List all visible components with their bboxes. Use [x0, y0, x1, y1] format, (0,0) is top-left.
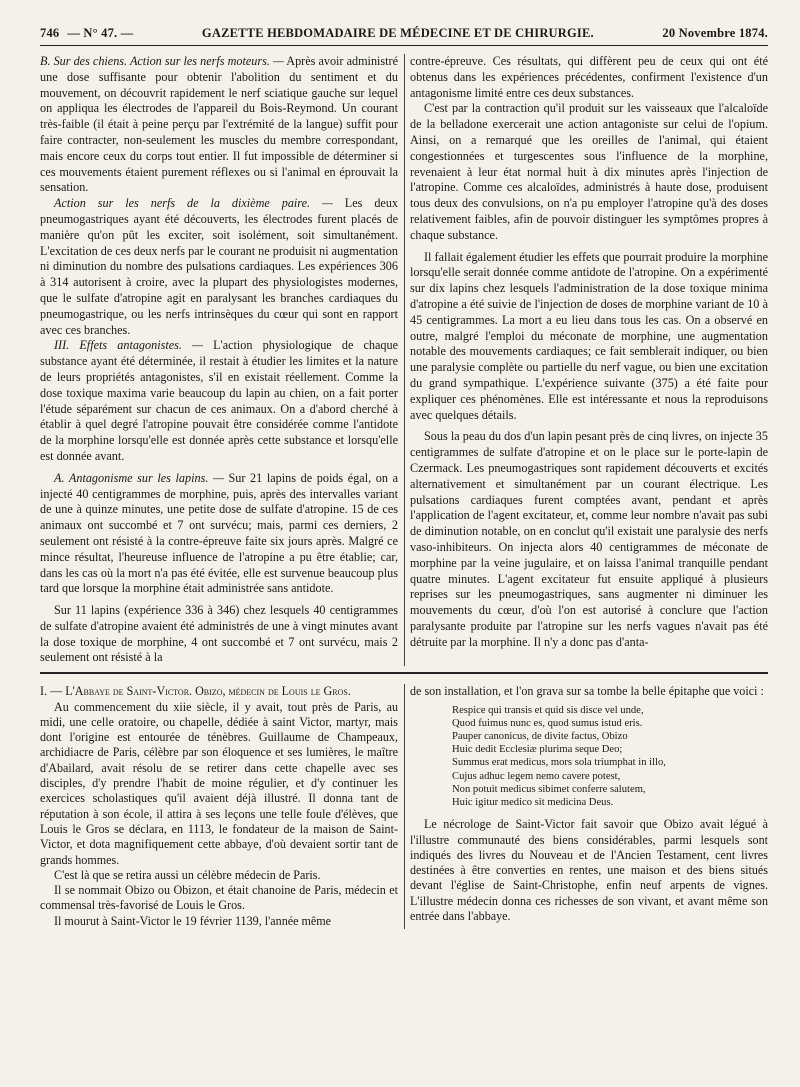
upper-left-column — [40, 54, 398, 666]
paragraph: Il fallait également étudier les effets que pourrait produire la morphine lorsqu'elle serait donnée comme antidote de l'atropine. On a expérimenté sur dix lapins chez lesquels l'administration de la dose toxique minima d'atropine a été suivie de l'injection de doses de morphine variant de 10 à 45 centigrammes. La mort a eu lieu dans tous les cas. On a observé en outre, malgré l'emploi du méconate de morphine, une augmentation notable des mouvements cardiaques; ce fait semblerait indiquer, ou bien une paralysie complète ou partielle du nerf vague, ou bien une excitation du grand sympathique. L'expérience suivante (375) a été faite pour expliquer ces phénomènes. Elle est intéressante et nous la reproduisons avec quelques détails. — [410, 249, 768, 422]
feuilleton-heading: I. — L'Abbaye de Saint-Victor. Obizo, médecin de Louis le Gros. — [40, 684, 351, 699]
page-number: 746 — [40, 26, 60, 40]
paragraph: contre-épreuve. Ces résultats, qui diffèrent peu de ceux qui ont été obtenus dans les expériences précédentes, confirment l'existence d'un antagonisme limité entre ces deux substances. — [410, 54, 768, 100]
paragraph: Le nécrologe de Saint-Victor fait savoir que Obizo avait légué à l'illustre communauté des biens considérables, parmi lesquels sont indiqués des livres du Nouveau et de l'Ancien Testament, cent livres destinées à être converties en rentes, une maison et des biens situés devant l'église de Saint-Christophe, enfin neuf arpents de vignes. L'illustre médecin donna ces richesses de son vivant, et avant même son entrée dans l'abbaye. — [410, 817, 768, 923]
epitaph-line: Pauper canonicus, de divite factus, Obizo — [452, 730, 628, 742]
epitaph-line: Huic igitur medico sit medicina Deus. — [452, 797, 614, 808]
paragraph: Sous la peau du dos d'un lapin pesant près de cinq livres, on injecte 35 centigrammes de sulfate d'atropine et on le place sur le porte-lapin de Czermack. Les pneumogastriques sont rapidement découverts et excités alternativement et simultanément par un courant électrique. Les pulsations cardiaques furent comptées avant, pendant et après l'application de l'agent excitateur, et, comme leur nombre n'avait pas subi de diminution notable, on en conclut qu'il existait une paralysie des nerfs vaso-inhibiteurs. On injecta alors 40 centigrammes de méconate de morphine par la veine jugulaire, et on laissa l'animal tranquille pendant quatre minutes. L'agent excitateur fut ensuite appliqué à plusieurs reprises sur les pneumogastriques, sans augmenter ni diminuer les mouvements du cœur, d'où l'on est autorisé à conclure que l'action paralysante produite par l'atropine sur les nerfs vagues n'avait pas été détruite par la morphine. Il n'y a donc pas d'anta- — [410, 429, 768, 649]
newspaper-page — [40, 26, 768, 929]
paragraph: de son installation, et l'on grava sur sa tombe la belle épitaphe que voici : — [410, 684, 764, 699]
lower-left-column — [40, 684, 398, 929]
paragraph: Action sur les nerfs de la dixième paire. — Les deux pneumogastriques ayant été découverts, les électrodes furent placés de manière qu'on pût les exciter, soit isolément, soit simultanément. L'excitation de ces deux nerfs par le courant ne produisit ni augmentation ni diminution du nombre des pulsations cardiaques. Les expériences 306 à 314 autorisent à croire, avec la plupart des physiologistes modernes, que le sulfate d'atropine agit en paralysant les branches cardiaques du pneumogastrique, ou les nerfs intrinsèques du cœur qui sont en rapport avec ces branches. — [40, 196, 399, 337]
paragraph: B. Sur des chiens. Action sur les nerfs moteurs. — Après avoir administré une dose suffisante pour obtenir l'abolition du sentiment et du mouvement, on découvrit rapidement le nerf sciatique gauche sur lequel on appliqua les électrodes de l'appareil du Bois-Reymond. Un courant très-faible (il était à peine perçu par l'extrémité de la langue) suffit pour faire contracter, non-seulement les muscles du membre correspondant, mais encore ceux du corps tout entier. Il fut impossible de déterminer si ces mouvements étaient purement réflexes ou si l'animal en éprouvait la sensation. — [40, 54, 399, 195]
section-divider — [40, 672, 768, 674]
epitaph-line: Huic dedit Ecclesiæ plurima seque Deo; — [452, 744, 623, 756]
issue-date: 20 Novembre 1874. — [662, 26, 768, 40]
issue-number: — N° 47. — — [67, 26, 134, 40]
epitaph-line: Non potuit medicus sibimet conferre salutem, — [452, 783, 646, 795]
paragraph: Il mourut à Saint-Victor le 19 février 1139, l'année même — [54, 913, 332, 928]
feuilleton — [40, 684, 768, 929]
epitaph-line: Cujus adhuc legem nemo cavere potest, — [452, 770, 621, 782]
upper-right-column — [410, 54, 768, 666]
paragraph: C'est là que se retira aussi un célèbre médecin de Paris. — [54, 867, 321, 882]
paragraph: A. Antagonisme sur les lapins. — Sur 21 lapins de poids égal, on a injecté 40 centigrammes de morphine, puis, après des intervalles variant de une à quinze minutes, une petite dose de sulfate d'atropine. 15 de ces animaux ont succombé et 7 ont survécu; mais, parmi ces derniers, 2 seulement ont résisté à la contre-épreuve faite six jours après. Malgré ce mince résultat, l'heureuse influence de l'atropine a pu être établie; car, dans les cas où la mort n'a pas été évitée, elle est survenue beaucoup plus tard que lorsque la morphine était administrée sans antidote. — [40, 470, 398, 596]
epitaph-line: Quod fuimus nunc es, quod sumus istud eris. — [452, 717, 643, 729]
lower-right-column — [410, 684, 768, 929]
journal-title: GAZETTE HEBDOMADAIRE DE MÉDECINE ET DE CHIRURGIE. — [201, 26, 594, 40]
epitaph-line: Summus erat medicus, mors sola triumphat in illo, — [452, 757, 666, 769]
page-header — [40, 26, 768, 46]
paragraph: Au commencement du xiie siècle, il y avait, tout près de Paris, au midi, une celle oratoire, ou chapelle, dédiée à saint Victor, martyr, mais dont l'origine est entourée de ténèbres. Guillaume de Champeaux, archidiacre de Paris, célèbre par son éloquence et ses lumières, le maître d'Abailard, avait résolu de se retirer dans cette chapelle avec ses disciples, d'y prendre l'habit de moine régulier, et d'y continuer les exercices scholastiques qu'il avaient déjà illustré. Il donna tant de réputation à son école, il attira à ses leçons une telle foule d'élèves, que Louis le Gros se déclara, en 1113, le fondateur de la maison de Saint-Victor, et dota magnifiquement cette abbaye, d'où devaient sortir tant de grands hommes. — [40, 699, 398, 867]
upper-article — [40, 54, 768, 666]
paragraph: C'est par la contraction qu'il produit sur les vaisseaux que l'alcaloïde de la belladone exercerait une action antagoniste sur celui de l'opium. Ainsi, on a remarqué que les oreilles de l'animal, qui étaient congestionnées et turgescentes sous l'influence de la morphine, revenaient à leur état normal huit à dix minutes après l'injection de l'atropine. Comme ces alcaloïdes, administrés à haute dose, produisent tous deux des convulsions, on n'a pu employer l'atropine qu'à des doses relativement faibles, afin de pouvoir distinguer les symptômes propres à chaque substance. — [410, 101, 768, 242]
paragraph: Sur 11 lapins (expérience 336 à 346) chez lesquels 40 centigrammes de sulfate d'atropine avaient été administrés de une à vingt minutes avant la dose toxique de morphine, 4 ont succombé et 7 ont survécu, mais 2 seulement ont résisté à la — [40, 603, 398, 665]
paragraph: Il se nommait Obizo ou Obizon, et était chanoine de Paris, médecin et commensal très-favorisé de Louis le Gros. — [40, 883, 398, 913]
paragraph: III. Effets antagonistes. — L'action physiologique de chaque substance ayant été déterminée, il restait à étudier les limites et la nature de leurs propriétés antagonistes, s'il en existait réellement. Comme la dose toxique maxima varie beaucoup du lapin au chien, on a fait porter l'étude séparément sur chacun de ces animaux. On a d'abord cherché à établir à quel degré l'atropine pouvait être considérée comme l'antidote de la morphine lorsqu'elle est donnée après cette substance et lorsqu'elle est donnée avant. — [40, 338, 399, 463]
epitaph — [452, 704, 768, 810]
epitaph-line: Respice qui transis et quid sis disce vel unde, — [452, 704, 644, 716]
